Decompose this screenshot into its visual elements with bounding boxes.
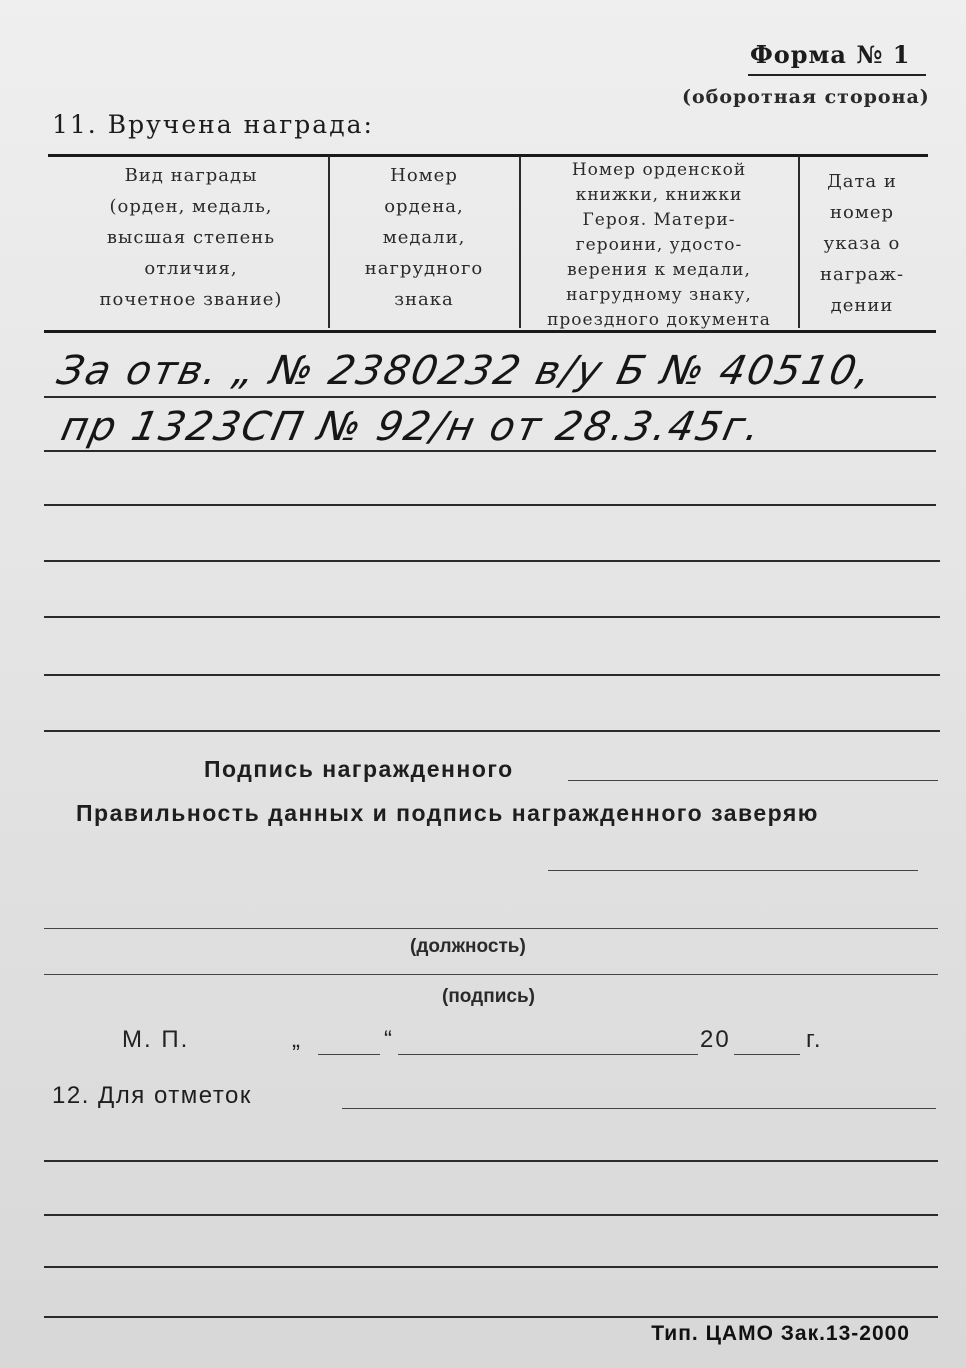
notes-line-2 xyxy=(44,1160,938,1162)
date-day-line xyxy=(318,1054,380,1055)
entry-rule-5 xyxy=(44,616,940,618)
year-suffix: г. xyxy=(806,1026,823,1053)
handwritten-entry-line-1: За отв. „ № 2380232 в/у Б № 40510, xyxy=(53,348,878,394)
entry-rule-4 xyxy=(44,560,940,562)
form-side-label: (оборотная сторона) xyxy=(682,86,930,108)
awardee-signature-label: Подпись награжденного xyxy=(204,756,514,782)
position-caption: (должность) xyxy=(410,936,526,957)
table-col-decree: Дата и номер указа о награж- дении xyxy=(819,171,905,316)
certify-signature-line xyxy=(548,870,918,871)
table-top-rule xyxy=(48,154,928,157)
signature-caption: (подпись) xyxy=(442,986,535,1007)
year-prefix: 20 xyxy=(700,1026,731,1053)
table-col-divider-2 xyxy=(519,156,521,328)
handwritten-entry-line-2: пр 1323СП № 92/н от 28.3.45г. xyxy=(57,404,767,450)
signature-line xyxy=(44,974,938,975)
table-col-divider-3 xyxy=(798,156,800,328)
table-col-divider-1 xyxy=(328,156,330,328)
notes-line-1 xyxy=(342,1108,936,1109)
form-number-underline xyxy=(748,74,926,76)
date-month-line xyxy=(398,1054,698,1055)
entry-rule-1 xyxy=(44,396,936,398)
entry-rule-7 xyxy=(44,730,940,732)
entry-rule-2 xyxy=(44,450,936,452)
table-col-award-type: Вид награды (орден, медаль, высшая степень отличия, почетное звание) xyxy=(99,165,283,310)
section-12-title: 12. Для отметок xyxy=(52,1082,252,1109)
awardee-signature-line xyxy=(568,780,938,781)
date-quote-open: „ xyxy=(292,1026,302,1053)
table-header-bottom-rule xyxy=(44,330,936,333)
notes-line-5 xyxy=(44,1316,938,1318)
date-quote-close: “ xyxy=(384,1026,394,1053)
certify-label: Правильность данных и подпись награжденного заверяю xyxy=(76,800,819,826)
table-col-book-number: Номер орденской книжки, книжки Героя. Матери- героини, удосто- верения к медали, нагрудному знаку, проездного документа xyxy=(547,160,771,330)
table-col-award-number: Номер ордена, медали, нагрудного знака xyxy=(364,165,484,310)
print-info: Тип. ЦАМО Зак.13-2000 xyxy=(651,1322,910,1345)
section-11-title: 11. Вручена награда: xyxy=(52,110,374,139)
position-line xyxy=(44,928,938,929)
notes-line-3 xyxy=(44,1214,938,1216)
entry-rule-6 xyxy=(44,674,940,676)
seal-place-label: М. П. xyxy=(122,1026,190,1053)
entry-rule-3 xyxy=(44,504,936,506)
form-number: Форма № 1 xyxy=(750,40,911,69)
date-year-line xyxy=(734,1054,800,1055)
notes-line-4 xyxy=(44,1266,938,1268)
